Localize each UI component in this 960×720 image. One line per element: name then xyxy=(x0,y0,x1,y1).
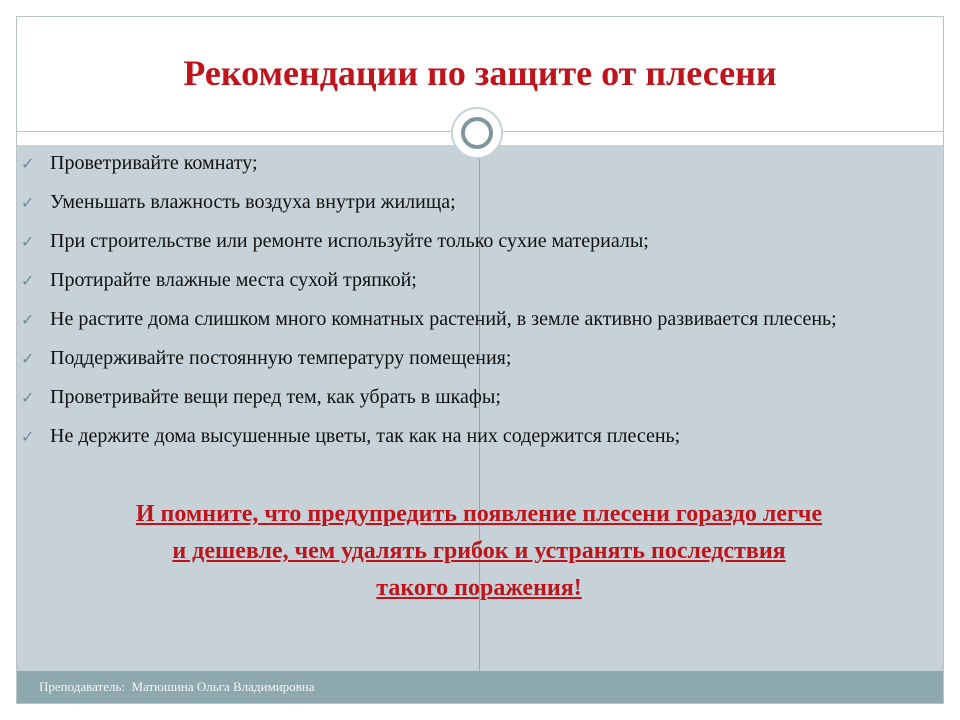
checkmark-icon: ✓ xyxy=(21,310,35,329)
checkmark-icon: ✓ xyxy=(21,154,35,173)
checkmark-icon: ✓ xyxy=(21,232,35,251)
conclusion-text xyxy=(19,496,939,607)
checkmark-icon: ✓ xyxy=(21,427,35,446)
checkmark-icon: ✓ xyxy=(21,271,35,290)
list-item xyxy=(21,306,921,333)
list-item-text: Не держите дома высушенные цветы, так как на них содержится плесень; xyxy=(50,425,681,447)
list-item-text: Протирайте влажные места сухой тряпкой; xyxy=(50,269,417,291)
checkmark-icon: ✓ xyxy=(21,388,35,407)
footer-presenter: Преподаватель: Матюшина Ольга Владимировна xyxy=(39,679,315,694)
conclusion-line: и дешевле, чем удалять грибок и устранять последствия xyxy=(172,538,786,564)
footer-bar xyxy=(17,671,943,703)
conclusion-line: И помните, что предупредить появление плесени гораздо легче xyxy=(135,501,823,527)
list-item xyxy=(21,384,921,411)
list-item xyxy=(21,267,921,294)
list-item-text: Проветривайте вещи перед тем, как убрать в шкафы; xyxy=(50,386,501,408)
list-item-text: Поддерживайте постоянную температуру помещения; xyxy=(50,347,512,369)
title-divider-left xyxy=(17,131,451,132)
checkmark-icon: ✓ xyxy=(21,193,35,212)
title-divider-right xyxy=(503,131,943,132)
conclusion-line: такого поражения! xyxy=(376,575,582,601)
list-item xyxy=(21,423,921,450)
list-item xyxy=(21,150,921,177)
ring-icon xyxy=(461,117,493,149)
list-item-text: Уменьшать влажность воздуха внутри жилища; xyxy=(50,191,456,213)
list-item xyxy=(21,189,921,216)
slide-title: Рекомендации по защите от плесени xyxy=(183,53,777,93)
list-item-text: При строительстве или ремонте используйте только сухие материалы; xyxy=(50,230,649,252)
recommendation-list xyxy=(21,150,921,462)
checkmark-icon: ✓ xyxy=(21,349,35,368)
list-item xyxy=(21,345,921,372)
list-item-text: Не растите дома слишком много комнатных растений, в земле активно развивается плесень; xyxy=(50,308,837,330)
list-item-text: Проветривайте комнату; xyxy=(50,152,258,174)
list-item xyxy=(21,228,921,255)
